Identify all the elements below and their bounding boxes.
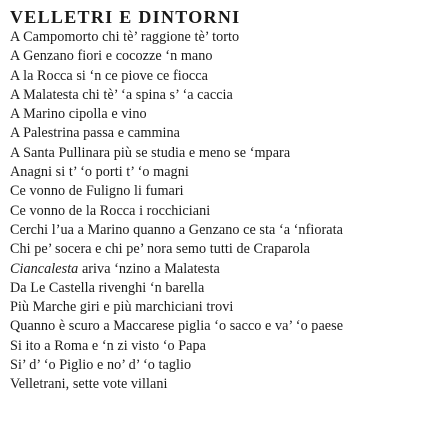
proverb-text: ariva ‘nzino a Malatesta	[78, 260, 220, 277]
proverb-text: Ce vonno de Fuligno li fumari	[10, 183, 184, 200]
proverb-text: A Santa Pullinara più se studia e meno se ‘mpara	[10, 144, 291, 161]
proverb-text: A Marino cipolla e vino	[10, 106, 147, 123]
proverb-text: Si ito a Roma e ‘n zi visto ‘o Papa	[10, 337, 207, 354]
proverb-line	[10, 67, 446, 86]
proverb-line	[10, 337, 446, 356]
proverb-line	[10, 182, 446, 201]
proverb-italic-place: Ciancalesta	[10, 260, 79, 277]
proverb-line	[10, 86, 446, 105]
document-title: VELLETRI E DINTORNI	[10, 7, 241, 27]
document-page	[10, 6, 446, 395]
proverb-text: A Malatesta chi tè’ ‘a spina s’ ‘a caccia	[10, 86, 233, 103]
proverb-line	[10, 105, 446, 124]
proverb-text: A la Rocca si ‘n ce piove ce fiocca	[10, 67, 208, 84]
proverb-line	[10, 202, 446, 221]
proverb-text: A Palestrina passa e cammina	[10, 125, 181, 142]
proverb-line	[10, 144, 446, 163]
proverb-text: Più Marche giri e più marchiciani trovi	[10, 299, 234, 316]
proverb-text: Si’ d’ ‘o Piglio e no’ d’ ‘o taglio	[10, 357, 192, 374]
proverb-text: Chi pe’ socera e chi pe’ nora semo tutti de Craparola	[10, 241, 310, 258]
proverb-text: Cerchi l’ua a Marino quanno a Genzano ce sta ‘a ‘nfiorata	[10, 221, 343, 238]
proverb-line	[10, 124, 446, 143]
proverb-line	[10, 317, 446, 336]
proverb-text: Ce vonno de la Rocca i rocchiciani	[10, 202, 211, 219]
proverb-line	[10, 221, 446, 240]
proverb-line	[10, 240, 446, 259]
proverb-text: Quanno è scuro a Maccarese piglia ‘o sacco e va’ ‘o paese	[10, 318, 344, 335]
proverb-line	[10, 28, 446, 47]
proverb-line	[10, 163, 446, 182]
proverb-text: Da Le Castella rivenghi ‘n barella	[10, 279, 205, 296]
proverb-text: A Genzano fiori e cocozze ‘n mano	[10, 48, 213, 65]
proverb-line	[10, 298, 446, 317]
proverb-line	[10, 47, 446, 66]
proverb-text: Velletrani, sette vote villani	[10, 376, 168, 393]
proverb-line	[10, 260, 446, 279]
proverb-text: A Campomorto chi tè’ raggione tè’ torto	[10, 29, 240, 45]
proverb-line	[10, 279, 446, 298]
proverb-line	[10, 375, 446, 394]
proverb-line	[10, 356, 446, 375]
proverb-list	[10, 28, 446, 395]
proverb-text: Anagni si t’ ‘o porti t’ ‘o magni	[10, 164, 189, 181]
